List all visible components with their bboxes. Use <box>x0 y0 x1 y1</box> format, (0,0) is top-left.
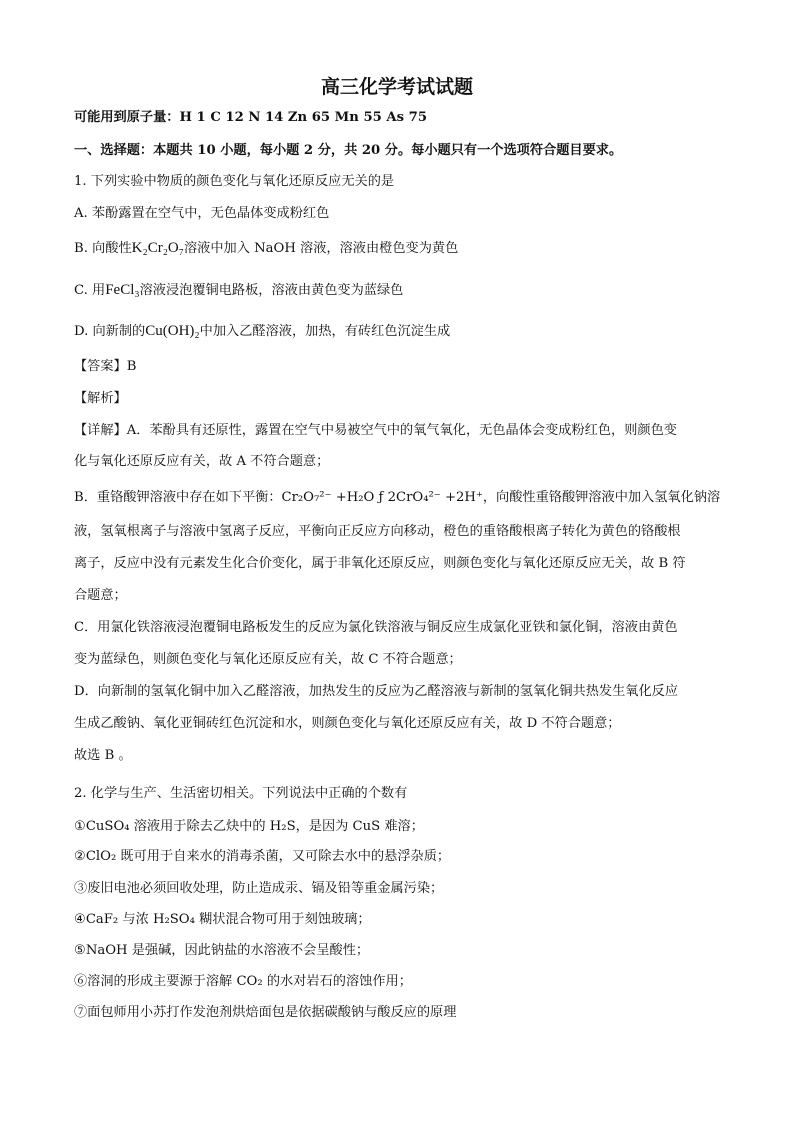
list-item: ⑥溶洞的形成主要源于溶解 CO₂ 的水对岩石的溶蚀作用； <box>74 974 412 989</box>
option-c-prefix: C. 用 <box>74 283 106 298</box>
list-item: ⑤NaOH 是强碱，因此钠盐的水溶液不会呈酸性； <box>74 943 370 958</box>
detail-line: 液，氢氧根离子与溶液中氢离子反应，平衡向正反应方向移动，橙色的重铬酸根离子转化为黄色的铬酸根 <box>74 524 681 539</box>
detail-line: C．用氯化铁溶液浸泡覆铜电路板发生的反应为氯化铁溶液与铜反应生成氯化亚铁和氯化铜，溶液由黄色 <box>74 620 678 635</box>
detail-line: 【详解】A．苯酚具有还原性，露置在空气中易被空气中的氧气氧化，无色晶体会变成粉红色，则颜色变 <box>74 423 677 438</box>
answer-tag: 【答案】B <box>74 359 137 374</box>
option-d-suffix: 中加入乙醛溶液，加热，有砖红色沉淀生成 <box>199 324 451 339</box>
question-1-option-a: A. 苯酚露置在空气中，无色晶体变成粉红色 <box>74 206 330 221</box>
option-b-prefix: B. 向酸性 <box>74 241 132 256</box>
option-b-formula: K₂Cr₂O₇ <box>131 240 184 256</box>
list-item: ③废旧电池必须回收处理，防止造成汞、镉及铅等重金属污染； <box>74 881 444 896</box>
question-1-stem: 1. 下列实验中物质的颜色变化与氧化还原反应无关的是 <box>74 174 395 189</box>
option-d-prefix: D. 向新制的 <box>74 324 146 339</box>
list-item: ④CaF₂ 与浓 H₂SO₄ 糊状混合物可用于刻蚀玻璃； <box>74 912 371 927</box>
list-item: ⑦面包师用小苏打作发泡剂烘焙面包是依据碳酸钠与酸反应的原理 <box>74 1005 457 1020</box>
option-b-suffix: 溶液中加入 NaOH 溶液，溶液由橙色变为黄色 <box>184 241 459 256</box>
question-1-option-d <box>74 322 450 341</box>
option-c-suffix: 溶液浸泡覆铜电路板，溶液由黄色变为蓝绿色 <box>139 283 404 298</box>
option-d-formula: Cu(OH)₂ <box>145 323 200 339</box>
list-item: ②ClO₂ 既可用于自来水的消毒杀菌，又可除去水中的悬浮杂质； <box>74 849 451 864</box>
detail-line: 化与氧化还原反应有关，故 A 不符合题意； <box>74 454 330 469</box>
option-c-formula: FeCl₃ <box>105 282 140 298</box>
analysis-tag: 【解析】 <box>74 391 127 406</box>
question-2-stem: 2. 化学与生产、生活密切相关。下列说法中正确的个数有 <box>74 786 408 801</box>
detail-line: 变为蓝绿色，则颜色变化与氧化还原反应有关，故 C 不符合题意； <box>74 652 462 667</box>
detail-line: 故选 B 。 <box>74 748 132 763</box>
question-1-option-c <box>74 281 403 300</box>
detail-line: 离子，反应中没有元素发生化合价变化，属于非氧化还原反应，则颜色变化与氧化还原反应无关，故 B 符 <box>74 556 686 571</box>
atomic-masses-line: 可能用到原子量：H 1 C 12 N 14 Zn 65 Mn 55 As 75 <box>74 110 428 125</box>
page-title: 高三化学考试试题 <box>320 76 473 98</box>
detail-line: 合题意； <box>74 588 127 603</box>
detail-line: D．向新制的氢氧化铜中加入乙醛溶液，加热发生的反应为乙醛溶液与新制的氢氧化铜共热发生氧化反应 <box>74 684 679 699</box>
section-heading: 一、选择题：本题共 10 小题，每小题 2 分，共 20 分。每小题只有一个选项符合题目要求。 <box>74 143 623 158</box>
detail-line: 生成乙酸钠、氧化亚铜砖红色沉淀和水，则颜色变化与氧化还原反应有关，故 D 不符合题意； <box>74 716 621 731</box>
list-item: ①CuSO₄ 溶液用于除去乙炔中的 H₂S，是因为 CuS 难溶； <box>74 819 424 834</box>
question-1-option-b <box>74 239 458 258</box>
detail-line: B．重铬酸钾溶液中存在如下平衡：Cr₂O₇²⁻ +H₂O ƒ 2CrO₄²⁻ +2H⁺，向酸性重铬酸钾溶液中加入氢氧化钠溶 <box>74 490 721 505</box>
